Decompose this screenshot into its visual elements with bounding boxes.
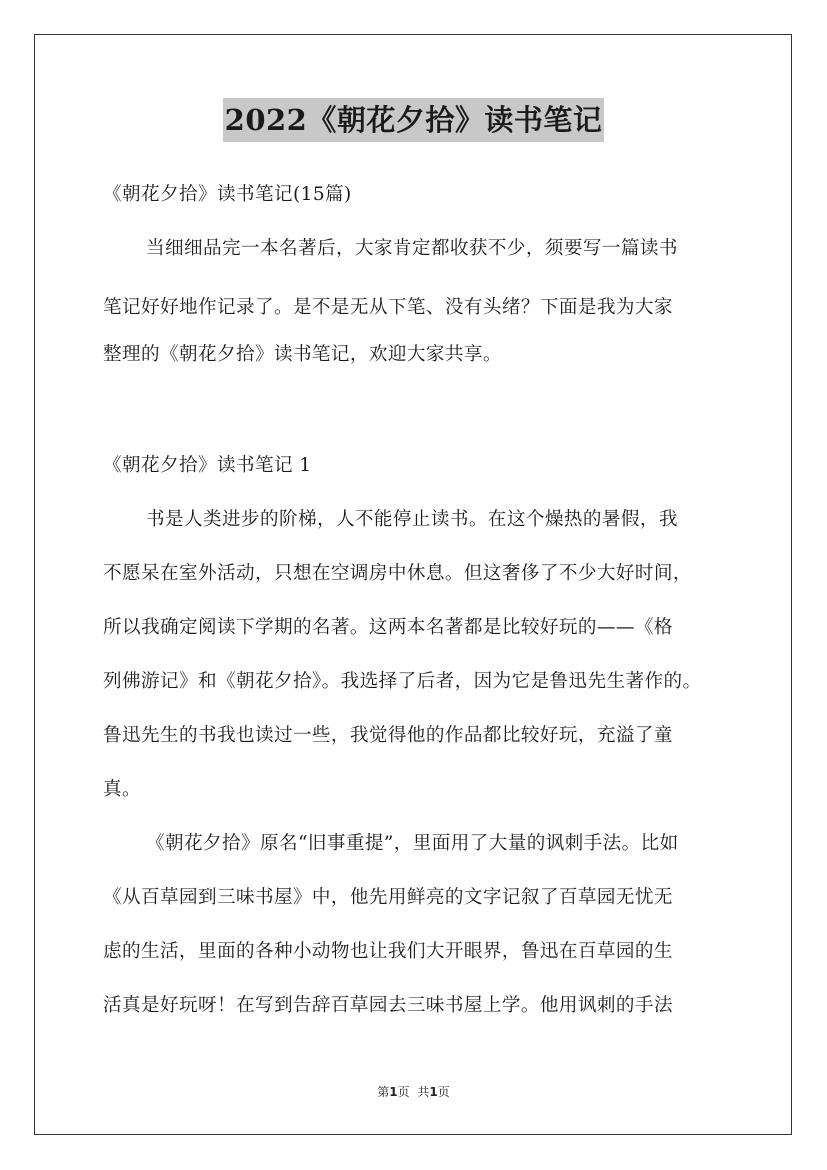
document-title (0, 98, 827, 142)
paragraph2-line-3: 虑的生活，里面的各种小动物也让我们大开眼界，鲁迅在百草园的生 (103, 941, 673, 962)
intro-line-2: 笔记好好地作记录了。是不是无从下笔、没有头绪？下面是我为大家 (103, 297, 673, 318)
total-prefix: 共 (417, 1085, 430, 1099)
document-title-text: 2022《朝花夕拾》读书笔记 (223, 98, 605, 142)
paragraph2-line-1: 《朝花夕拾》原名“旧事重提”，里面用了大量的讽刺手法。比如 (146, 833, 679, 854)
intro-line-3: 整理的《朝花夕拾》读书笔记，欢迎大家共享。 (103, 344, 502, 365)
page-number: 1 (389, 1085, 398, 1099)
paragraph2-line-4: 活真是好玩呀！在写到告辞百草园去三味书屋上学。他用讽刺的手法 (103, 995, 673, 1016)
total-pages: 1 (429, 1085, 438, 1099)
paragraph1-line-6: 真。 (103, 779, 141, 800)
page-prefix: 第 (377, 1085, 390, 1099)
total-suffix: 页 (437, 1085, 450, 1099)
paragraph1-line-2: 不愿呆在室外活动，只想在空调房中休息。但这奢侈了不少大好时间， (103, 563, 692, 584)
paragraph1-line-1: 书是人类进步的阶梯，人不能停止读书。在这个燥热的暑假，我 (146, 509, 678, 530)
paragraph2-line-2: 《从百草园到三味书屋》中，他先用鲜亮的文字记叙了百草园无忧无 (103, 887, 673, 908)
page-suffix: 页 (397, 1085, 410, 1099)
paragraph1-line-3: 所以我确定阅读下学期的名著。这两本名著都是比较好玩的——《格 (103, 617, 673, 638)
paragraph1-line-4: 列佛游记》和《朝花夕拾》。我选择了后者，因为它是鲁迅先生著作的。 (103, 671, 702, 692)
intro-line-1: 当细细品完一本名著后，大家肯定都收获不少，须要写一篇读书 (146, 238, 678, 259)
paragraph1-line-5: 鲁迅先生的书我也读过一些，我觉得他的作品都比较好玩，充溢了童 (103, 725, 673, 746)
document-subtitle: 《朝花夕拾》读书笔记(15篇) (103, 184, 352, 205)
section-heading: 《朝花夕拾》读书笔记 1 (103, 455, 312, 476)
page-footer (0, 1083, 827, 1100)
